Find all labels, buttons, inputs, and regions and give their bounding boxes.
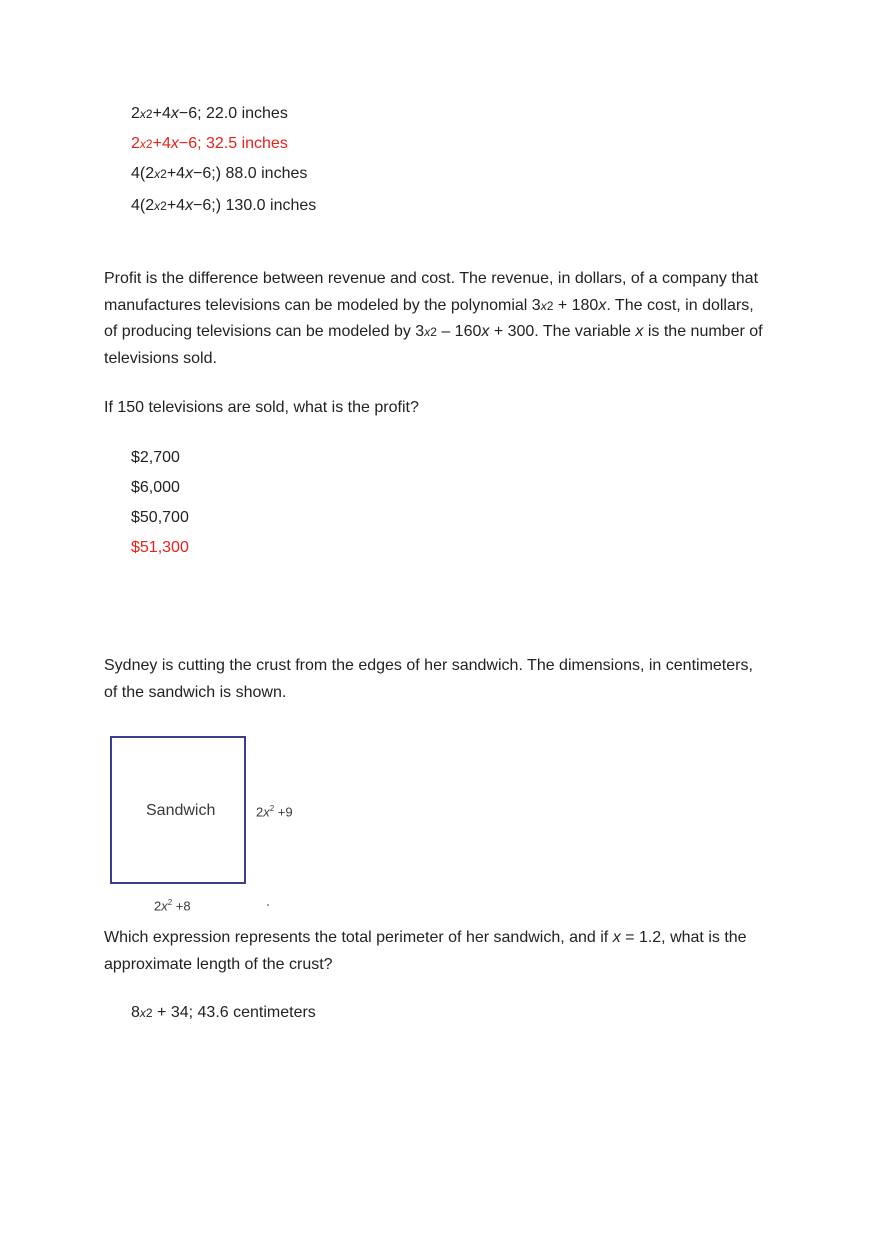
q3-question: Which expression represents the total perimeter of her sandwich, and if x = 1.2, what is the approximate length of the crust? (104, 929, 747, 973)
q1-option-d[interactable]: 4(2x2+4x−6;) 130.0 inches (131, 197, 317, 214)
q3-option-a[interactable]: 8x2 + 34; 43.6 centimeters (131, 1004, 316, 1021)
q1-option-c[interactable]: 4(2x2+4x−6;) 88.0 inches (131, 165, 308, 182)
q2-option-c[interactable]: $50,700 (131, 509, 189, 526)
q2-paragraph: Profit is the difference between revenue and cost. The revenue, in dollars, of a company that manufactures televisions can be modeled by the polynomial 3x2 + 180x. The cost, in dollars, of producing televisions can be modeled by 3x2 – 160x + 300. The variable x is the number of televisions sold. (104, 270, 763, 367)
q1-option-b-correct[interactable]: 2x2+4x−6; 32.5 inches (131, 135, 288, 152)
q2-option-d-correct[interactable]: $51,300 (131, 539, 189, 556)
sandwich-figure (104, 728, 314, 918)
height-dimension: $2x^2 +9$ (256, 804, 293, 820)
sandwich-label: Sandwich (146, 802, 216, 819)
q1-option-a[interactable]: 2x2+4x−6; 22.0 inches (131, 105, 288, 122)
q2-option-a[interactable]: $2,700 (131, 449, 180, 466)
q2-option-b[interactable]: $6,000 (131, 479, 180, 496)
q2-question: If 150 televisions are sold, what is the profit? (104, 399, 419, 416)
width-dimension: $2x^2 +8$ (154, 898, 191, 914)
stray-dot (267, 904, 269, 906)
q3-intro: Sydney is cutting the crust from the edges of her sandwich. The dimensions, in centimeters, of the sandwich is shown. (104, 657, 753, 701)
